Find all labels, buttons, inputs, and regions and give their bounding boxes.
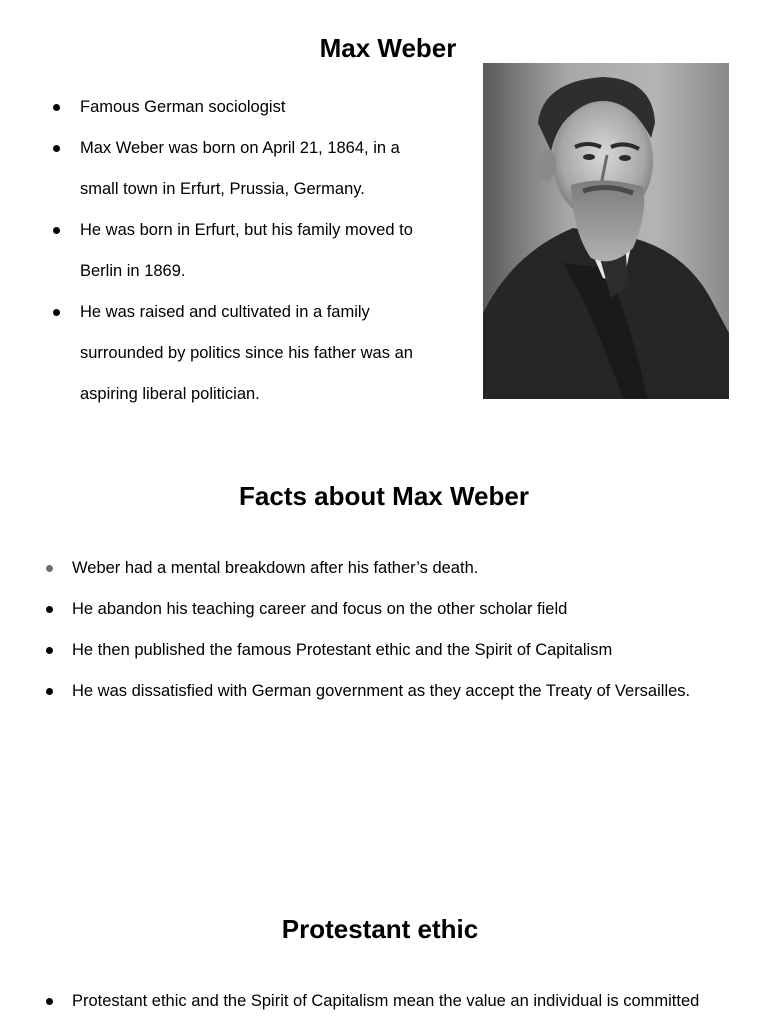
facts-bullet-list: [72, 548, 762, 712]
bullet-icon: [46, 998, 53, 1005]
list-item: [80, 87, 440, 128]
bullet-icon: [46, 606, 53, 613]
intro-bullet-list: [80, 87, 440, 415]
list-item: [72, 548, 762, 589]
list-item-text: He abandon his teaching career and focus on the other scholar field: [72, 600, 568, 618]
bullet-icon: [53, 309, 60, 316]
section-title-facts: Facts about Max Weber: [239, 481, 529, 511]
bullet-icon: [46, 647, 53, 654]
section-title-max-weber: Max Weber: [319, 33, 457, 63]
bullet-icon: [53, 145, 60, 152]
bullet-icon: [46, 688, 53, 695]
bullet-icon: [53, 104, 60, 111]
bullet-icon: [53, 227, 60, 234]
list-item-text: He then published the famous Protestant ethic and the Spirit of Capitalism: [72, 641, 613, 659]
list-item-text: Protestant ethic and the Spirit of Capitalism mean the value an individual is committed: [72, 992, 700, 1010]
protestant-bullet-list: [72, 981, 762, 1022]
list-item: [72, 589, 762, 630]
list-item: [72, 630, 762, 671]
list-item: [80, 292, 440, 415]
portrait-photo: [483, 63, 729, 399]
list-item-text: He was born in Erfurt, but his family moved to Berlin in 1869.: [80, 221, 413, 280]
list-item-text: He was dissatisfied with German government as they accept the Treaty of Versailles.: [72, 682, 691, 700]
list-item: [80, 128, 440, 210]
list-item: [80, 210, 440, 292]
list-item: [72, 981, 762, 1022]
bullet-icon: [46, 565, 53, 572]
list-item-text: Famous German sociologist: [80, 98, 286, 116]
section-title-protestant-ethic: Protestant ethic: [281, 914, 479, 944]
list-item-text: Max Weber was born on April 21, 1864, in a small town in Erfurt, Prussia, Germany.: [80, 139, 400, 198]
list-item-text: Weber had a mental breakdown after his father’s death.: [72, 559, 479, 577]
list-item-text: He was raised and cultivated in a family surrounded by politics since his father was an aspiring liberal politician.: [80, 303, 413, 403]
list-item: [72, 671, 762, 712]
